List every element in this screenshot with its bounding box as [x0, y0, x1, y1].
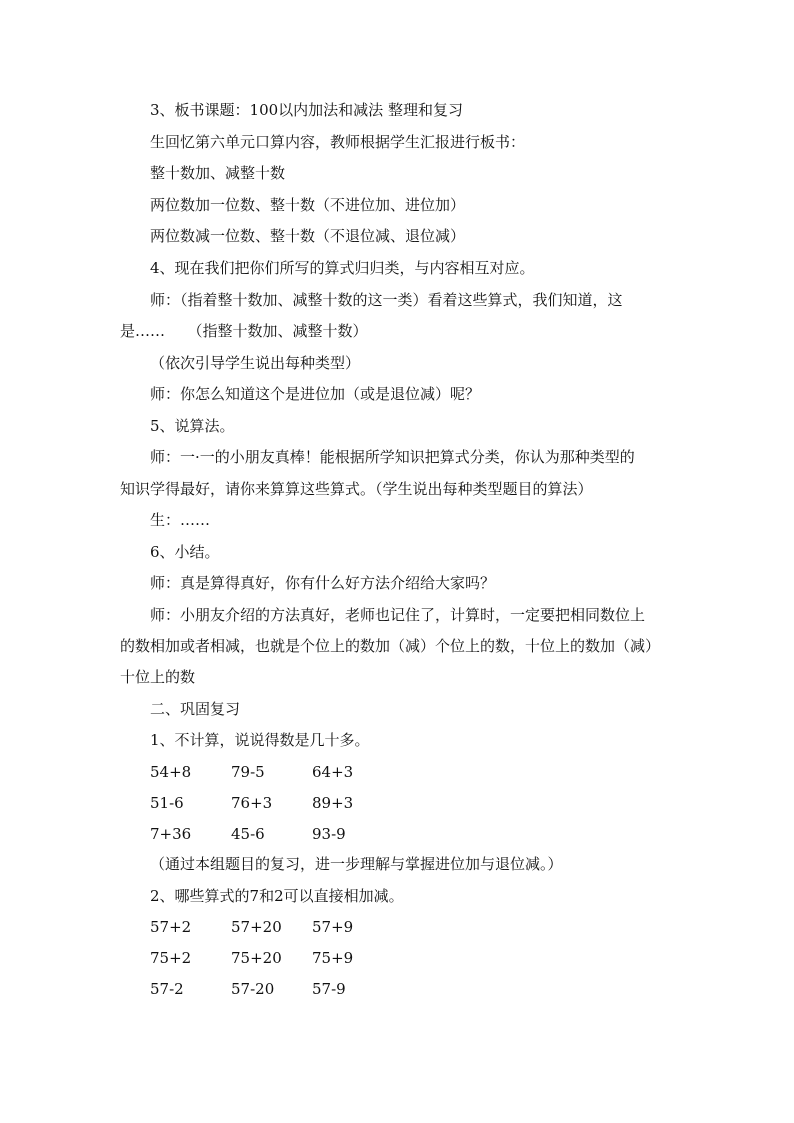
board-item-2: 两位数加一位数、整十数（不进位加、进位加） — [150, 196, 466, 214]
exercise-1-question: 1、不计算，说说得数是几十多。 — [150, 731, 370, 749]
step-6-line: 6、小结。 — [150, 543, 220, 561]
exercise-1-item: 79-5 — [231, 763, 265, 781]
guide-note: （依次引导学生说出每种类型） — [150, 354, 361, 372]
exercise-2-item: 57+2 — [150, 918, 192, 936]
exercise-2-question: 2、哪些算式的7和2可以直接相加减。 — [150, 887, 404, 905]
teacher-question: 师：你怎么知道这个是进位加（或是退位减）呢？ — [150, 385, 481, 403]
teacher-line-4: 师：小朋友介绍的方法真好，老师也记住了，计算时，一定要把相同数位上 — [150, 606, 646, 624]
step-5-line: 5、说算法。 — [150, 417, 235, 435]
teacher-line-4-cont: 的数相加或者相减，也就是个位上的数加（减）个位上的数，十位上的数加（减） — [120, 637, 661, 655]
exercise-2-item: 75+9 — [312, 949, 354, 967]
exercise-1-item: 54+8 — [150, 763, 192, 781]
exercise-2-item: 57-9 — [312, 980, 346, 998]
student-line: 生：…… — [150, 511, 211, 529]
exercise-1-item: 7+36 — [150, 825, 192, 843]
board-topic-line: 3、板书课题：100以内加法和减法 整理和复习 — [150, 101, 463, 119]
teacher-line-1-cont: 是…… （指整十数加、减整十数） — [120, 322, 368, 340]
step-4-line: 4、现在我们把你们所写的算式归归类，与内容相互对应。 — [150, 259, 535, 277]
teacher-line-2: 师：一·一的小朋友真棒！能根据所学知识把算式分类，你认为那种类型的 — [150, 448, 635, 466]
teacher-line-4-end: 十位上的数 — [120, 668, 196, 686]
exercise-1-note: （通过本组题目的复习，进一步理解与掌握进位加与退位减。） — [150, 855, 563, 873]
exercise-2-item: 75+2 — [150, 949, 192, 967]
exercise-1-item: 51-6 — [150, 794, 184, 812]
exercise-1-item: 45-6 — [231, 825, 265, 843]
teacher-line-3: 师：真是算得真好，你有什么好方法介绍给大家吗？ — [150, 574, 496, 592]
exercise-1-item: 76+3 — [231, 794, 273, 812]
exercise-2-item: 57-20 — [231, 980, 275, 998]
teacher-line-1: 师：（指着整十数加、减整十数的这一类）看着这些算式，我们知道，这 — [150, 291, 623, 309]
teacher-line-2-cont: 知识学得最好，请你来算算这些算式。（学生说出每种类型题目的算法） — [120, 480, 593, 498]
exercise-1-item: 93-9 — [312, 825, 346, 843]
recall-line: 生回忆第六单元口算内容，教师根据学生汇报进行板书： — [150, 133, 526, 151]
section-heading-review: 二、巩固复习 — [150, 700, 241, 718]
exercise-2-item: 57+20 — [231, 918, 282, 936]
board-item-1: 整十数加、减整十数 — [150, 164, 286, 182]
exercise-2-item: 57-2 — [150, 980, 184, 998]
exercise-1-item: 64+3 — [312, 763, 354, 781]
exercise-1-item: 89+3 — [312, 794, 354, 812]
exercise-2-item: 75+20 — [231, 949, 282, 967]
exercise-2-item: 57+9 — [312, 918, 354, 936]
board-item-3: 两位数减一位数、整十数（不退位减、退位减） — [150, 227, 466, 245]
